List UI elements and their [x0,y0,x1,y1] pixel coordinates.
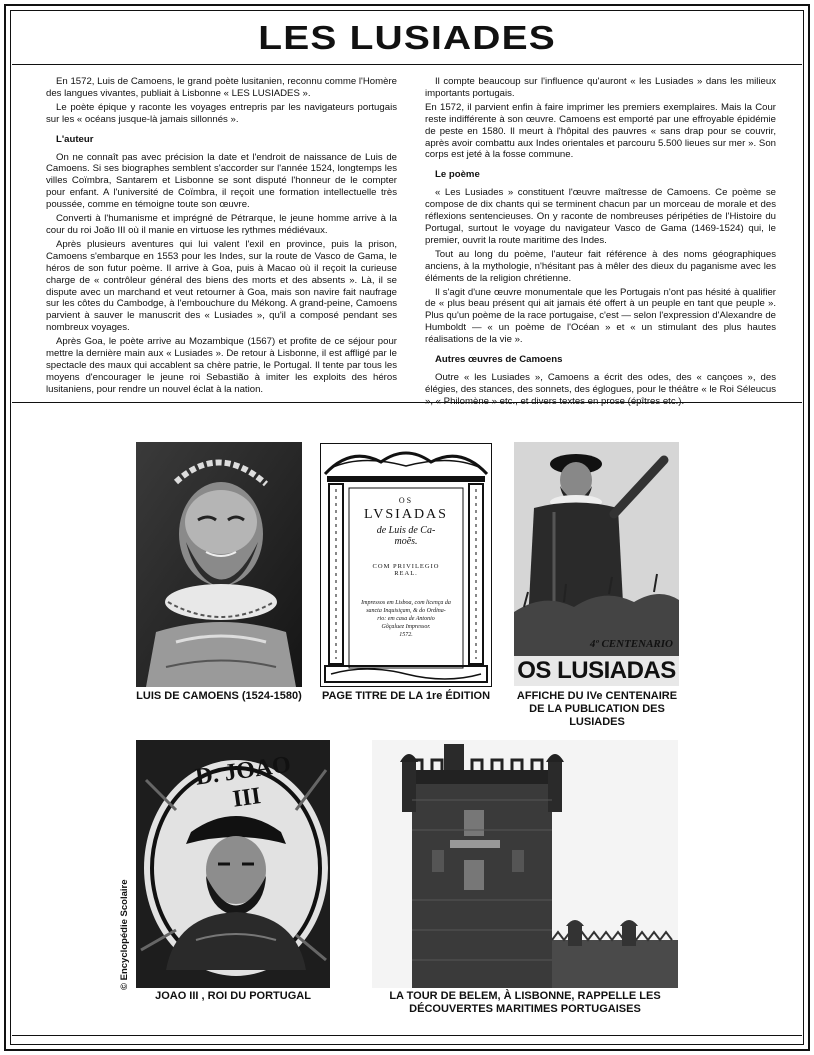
page-title: LES LUSIADES [258,19,556,56]
camoens-portrait-image [136,442,302,687]
king-caption: JOAO III , ROI DU PORTUGAL [155,990,311,1002]
titlepage-caption: PAGE TITRE DE LA 1re ÉDITION [321,690,491,702]
titlepage-year: 1572. [399,632,413,638]
title-page-image [320,443,492,687]
titlepage-imprint-2: sancta Inquisiçam, & do Ordina- [366,608,446,614]
paragraph: Il compte beaucoup sur l'influence qu'auront « les Lusiades » dans les milieux importants portugais. [425,76,776,99]
right-column [425,76,776,407]
titlepage-privilegio: COM PRIVILEGIO [372,563,440,570]
king-inscription: D. JOAO III [193,751,293,813]
paragraph: En 1572, il parvient enfin à faire imprimer les premiers exemplaires. Mais la Cour reste indifférente à son œuvre. Camoens est emporté par une effroyable épidémie de peste en 1580. Il meurt à l'hôpital des pauvres « sans drap pour se couvrir, après avoir combattu aux Indes orientales et parcouru 5.500 lieues sur mer ». Son corps est jeté à la fosse commune. [425,101,776,161]
tower-caption: LA TOUR DE BELEM, À LISBONNE, RAPPELLE LES DÉCOUVERTES MARITIMES PORTUGAISES [389,990,661,1015]
poster-caption: AFFICHE DU IVe CENTENAIRE DE LA PUBLICATION DES LUSIADES [516,690,678,728]
centenary-poster-image [514,442,679,686]
section-heading-auteur: L'auteur [56,133,94,145]
titlepage-imprint-3: rio: em casa de Antonio [377,616,435,622]
paragraph: Tout au long du poème, l'auteur fait référence à des noms géographiques anciens, à la mythologie, n'hésitant pas à mêler des dieux du paganisme avec les éléments de la religion chrétienne. [425,248,776,284]
paragraph: En 1572, Luis de Camoens, le grand poète lusitanien, reconnu comme l'Homère des langues vivantes, publiait à Lisbonne « LES LUSIADES ». [46,76,397,99]
paragraph: Après Goa, le poète arrive au Mozambique (1567) et profite de ce séjour pour mettre la dernière main aux « Lusiades ». De retour à Lisbonne, il est affligé par le spectacle des maux qui accablent sa chère patrie, le Portugal. Il tente par tous les moyens d'encourager le jeune roi Sebastião à imiter les exploits des héros lusitaniens, pour rendre un nouvel éclat à la nation. [46,336,397,395]
poster-centenary-text: 4º CENTENARIO [589,638,673,650]
titlepage-lusiadas: LVSIADAS [364,507,448,522]
king-joao-image [136,740,330,988]
portrait-caption: LUIS DE CAMOENS (1524-1580) [136,690,302,702]
paragraph: « Les Lusiades » constituent l'œuvre maîtresse de Camoens. Ce poème se compose de dix chants qui se terminent chacun par un morceau de morale et des réflexions sentencieuses. On y raconte de nombreuses péripéties de l'Histoire du Portugal, surtout le voyage du navigateur Vasco de Gama (1469-1524) qui, le premier, ouvrit la route maritime des Indes. [425,187,776,246]
paragraph: Le poète épique y raconte les voyages entrepris par les navigateurs portugais sur les « océans jusque-là jamais sillonnés ». [46,101,397,125]
titlepage-author-2: moẽs. [394,536,418,547]
section-heading-poeme: Le poème [435,169,480,181]
copyright-notice: © Encyclopédie Scolaire [119,879,130,990]
poster-title-text: OS LUSIADAS [517,657,676,684]
title-divider [12,64,802,65]
titlepage-imprint-1: Impressos em Lisboa, com licença da [361,600,451,606]
titlepage-author-1: de Luis de Ca- [376,525,436,536]
text-divider [12,402,802,403]
titlepage-os: OS [398,496,414,505]
titlepage-imprint-4: Gõçaluez Impressor. [381,624,431,630]
paragraph: Outre « les Lusiades », Camoens a écrit des odes, des « cançoes », des élégies, des stances, des sonnets, des églogues, pour le théâtre « le Roi Séleucus », « Philomène » etc., et divers textes en prose (épîtres etc.). [425,371,776,407]
paragraph: Il s'agit d'une œuvre monumentale que les Portugais n'ont pas hésité à qualifier de « plus beau présent qui ait jamais été offert à un peuple en tant que peuple ». Plus qu'un poème de la race portugaise, c'est — selon l'expression d'Alexandre de Humboldt — « un poème de l'Océan » et « un stimulant des plus hautes réalisations de la vie ». [425,286,776,346]
left-column [46,76,397,395]
bottom-divider [12,1035,802,1036]
title-bar [12,12,802,64]
titlepage-real: REAL. [394,570,418,577]
paragraph: On ne connaît pas avec précision la date et l'endroit de naissance de Luis de Camoens. Si ses biographes semblent s'accorder sur l'année 1524, longtemps les villes Coïmbra, Santarem et Lisbonne se sont disputé l'honneur de le compter pour enfant. A l'université de Coïmbra, il reçoit une formation intellectuelle très poussée, comme en témoigne toute son œuvre. [46,151,397,211]
paragraph: Converti à l'humanisme et imprégné de Pétrarque, le jeune homme arrive à la cour du roi João III où il manie en virtuose les rythmes médiévaux. [46,213,397,236]
article-text [46,76,776,407]
section-heading-autres: Autres œuvres de Camoens [435,354,563,366]
belem-tower-image [372,740,678,988]
paragraph: Après plusieurs aventures qui lui valent l'exil en province, puis la prison, Camoens s'embarque en 1553 pour les Indes, sur la route de Vasco de Gama, le héros de son futur poème. Il arrive à Goa, puis à Macao où il reçoit la curieuse charge de « contrôleur général des biens des morts et des absents ». Là, il se dispute avec un marchand et veut retourner à Goa, mais son navire fait naufrage sur les côtes du Cambodge, à l'embouchure du Mékong. A grand-peine, Camoens parvient à sauver le manuscrit des « Lusiades », qu'il a composé pendant ses nombreux voyages. [46,238,397,334]
